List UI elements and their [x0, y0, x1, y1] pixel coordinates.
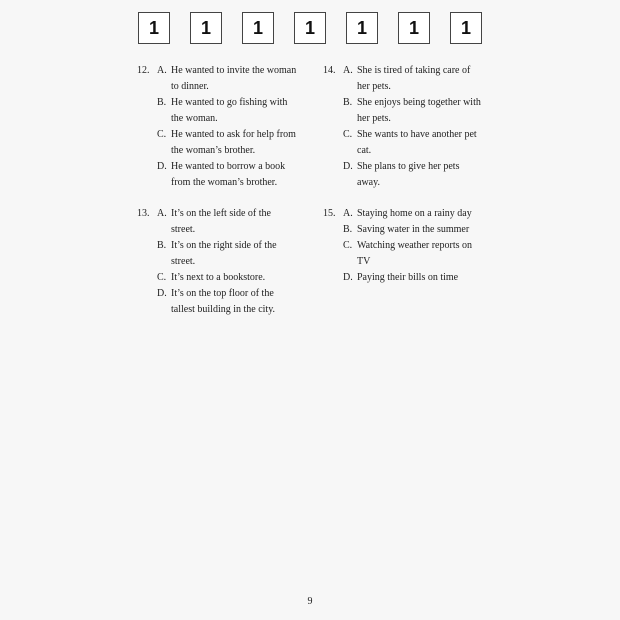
option-text: cat. [357, 145, 372, 156]
option-text: It’s next to a bookstore. [171, 272, 266, 283]
option-letter: B. [157, 240, 167, 251]
option-text: Watching weather reports on [357, 240, 472, 251]
option-letter: C. [343, 240, 353, 251]
option-text: It’s on the left side of the [171, 208, 271, 219]
question-number: 14. [323, 65, 336, 76]
option-text: street. [171, 224, 196, 235]
option-text: He wanted to borrow a book [171, 161, 286, 172]
question-number: 13. [137, 208, 150, 219]
answer-code-box: 1 [346, 12, 378, 44]
option-text: It’s on the right side of the [171, 240, 277, 251]
option-letter: A. [157, 208, 167, 219]
option-text: to dinner. [171, 81, 209, 92]
option-letter: A. [157, 65, 167, 76]
option-text: away. [357, 177, 380, 188]
option-letter: D. [343, 161, 353, 172]
option-text: TV [357, 256, 371, 267]
option-text: She plans to give her pets [357, 161, 460, 172]
option-text: She wants to have another pet [357, 129, 477, 140]
answer-code-box: 1 [138, 12, 170, 44]
option-letter: D. [343, 272, 353, 283]
option-text: Saving water in the summer [357, 224, 470, 235]
option-text: from the woman’s brother. [171, 177, 278, 188]
option-letter: C. [157, 272, 167, 283]
answer-code-box: 1 [294, 12, 326, 44]
answer-code-box: 1 [242, 12, 274, 44]
option-text: her pets. [357, 81, 391, 92]
question-15 [323, 206, 498, 286]
answer-code-box: 1 [450, 12, 482, 44]
option-text: She is tired of taking care of [357, 65, 471, 76]
option-letter: B. [157, 97, 167, 108]
option-text: He wanted to ask for help from [171, 129, 296, 140]
question-14 [323, 63, 498, 191]
option-text: tallest building in the city. [171, 304, 276, 315]
option-text: the woman. [171, 113, 218, 124]
option-letter: C. [157, 129, 167, 140]
question-13 [137, 206, 307, 318]
option-letter: D. [157, 288, 167, 299]
question-12 [137, 63, 307, 191]
option-text: street. [171, 256, 196, 267]
option-letter: C. [343, 129, 353, 140]
option-letter: A. [343, 65, 353, 76]
option-text: Staying home on a rainy day [357, 208, 472, 219]
question-number: 12. [137, 65, 150, 76]
option-text: He wanted to invite the woman [171, 65, 297, 76]
page-number: 9 [307, 596, 313, 607]
option-letter: B. [343, 97, 353, 108]
option-text: She enjoys being together with [357, 97, 481, 108]
option-text: He wanted to go fishing with [171, 97, 288, 108]
answer-code-box: 1 [398, 12, 430, 44]
answer-code-strip [0, 12, 620, 44]
option-text: the woman’s brother. [171, 145, 256, 156]
option-text: her pets. [357, 113, 391, 124]
option-letter: D. [157, 161, 167, 172]
question-number: 15. [323, 208, 336, 219]
answer-code-box: 1 [190, 12, 222, 44]
option-text: Paying their bills on time [357, 272, 459, 283]
option-letter: B. [343, 224, 353, 235]
option-text: It’s on the top floor of the [171, 288, 274, 299]
option-letter: A. [343, 208, 353, 219]
